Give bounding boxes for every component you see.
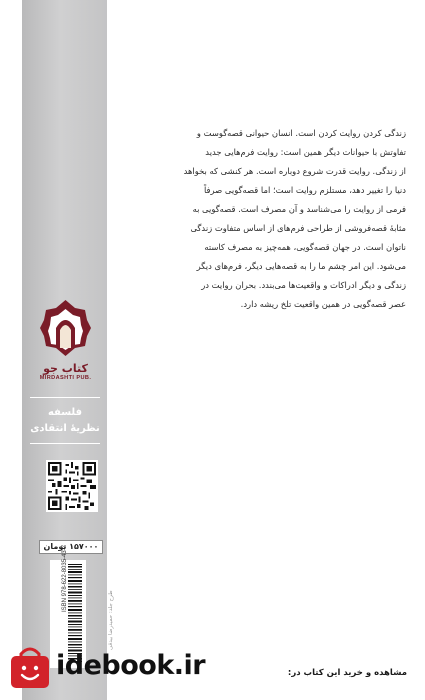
blurb-line-1: زندگی کردن روایت کردن است. انسان حیوانی قصه‌گوست و bbox=[196, 128, 406, 138]
cover-designer-credit: طرح جلد: حمیدرضا بیدقی bbox=[108, 590, 114, 650]
blurb-line-6: مثابهٔ قصه‌فروشی از طراحی فرم‌های از اساس متفاوت زندگی bbox=[190, 223, 406, 233]
isbn-number: ISBN 978-622-8035-43-7 bbox=[62, 544, 68, 612]
blurb-line-5: فرمی از روایت را می‌شناسد و آن مصرف است. قصه‌گویی به bbox=[192, 204, 406, 214]
blurb-line-10: عصر قصه‌گویی در همین واقعیت تلخ ریشه دارد. bbox=[240, 299, 406, 309]
category-line-2: نظریهٔ انتقادی bbox=[30, 423, 100, 434]
category-divider-top bbox=[30, 397, 100, 398]
category-labels bbox=[30, 405, 100, 437]
category-divider-bottom bbox=[30, 443, 100, 444]
blurb-line-4: دنیا را تغییر دهد، مستلزم روایت است؛ اما قصه‌گویی صرفاً bbox=[203, 185, 406, 195]
book-blurb bbox=[146, 124, 406, 314]
publisher-name-en: MIRDASHTI PUB. bbox=[39, 375, 92, 381]
publisher-name-fa: کتاب جو bbox=[43, 362, 88, 375]
idebook-watermark[interactable] bbox=[4, 642, 214, 694]
blurb-line-3: از زندگی. روایت قدرت شروع دوباره است. هر کنشی که بخواهد bbox=[183, 166, 406, 176]
promo-text: مشاهده و خرید این کتاب در: bbox=[287, 668, 407, 678]
blurb-line-9: زندگی و دیگر ادراکات و واقعیت‌ها می‌بندد. بحران روایت در bbox=[201, 280, 406, 290]
publisher-emblem-icon bbox=[38, 298, 93, 360]
qr-code-icon bbox=[48, 462, 96, 510]
price-tag: ۱۵۷۰۰۰ تومان bbox=[39, 540, 103, 554]
category-line-1: فلسفه bbox=[47, 407, 83, 418]
blurb-line-8: می‌شود. این امر چشم ما را به قصه‌هایی دیگر، فرم‌های دیگر bbox=[196, 261, 406, 271]
shopping-bag-icon bbox=[8, 644, 52, 690]
qr-code bbox=[46, 460, 98, 512]
publisher-logo bbox=[38, 298, 93, 381]
blurb-line-2: تفاوتش با حیوانات دیگر همین است: روایت فرم‌هایی جدید bbox=[205, 147, 406, 157]
site-name: idebook.ir bbox=[56, 650, 206, 681]
blurb-line-7: ناتوان است. در جهان قصه‌گویی، همه‌چیز به مصرف کاسته bbox=[204, 242, 406, 252]
